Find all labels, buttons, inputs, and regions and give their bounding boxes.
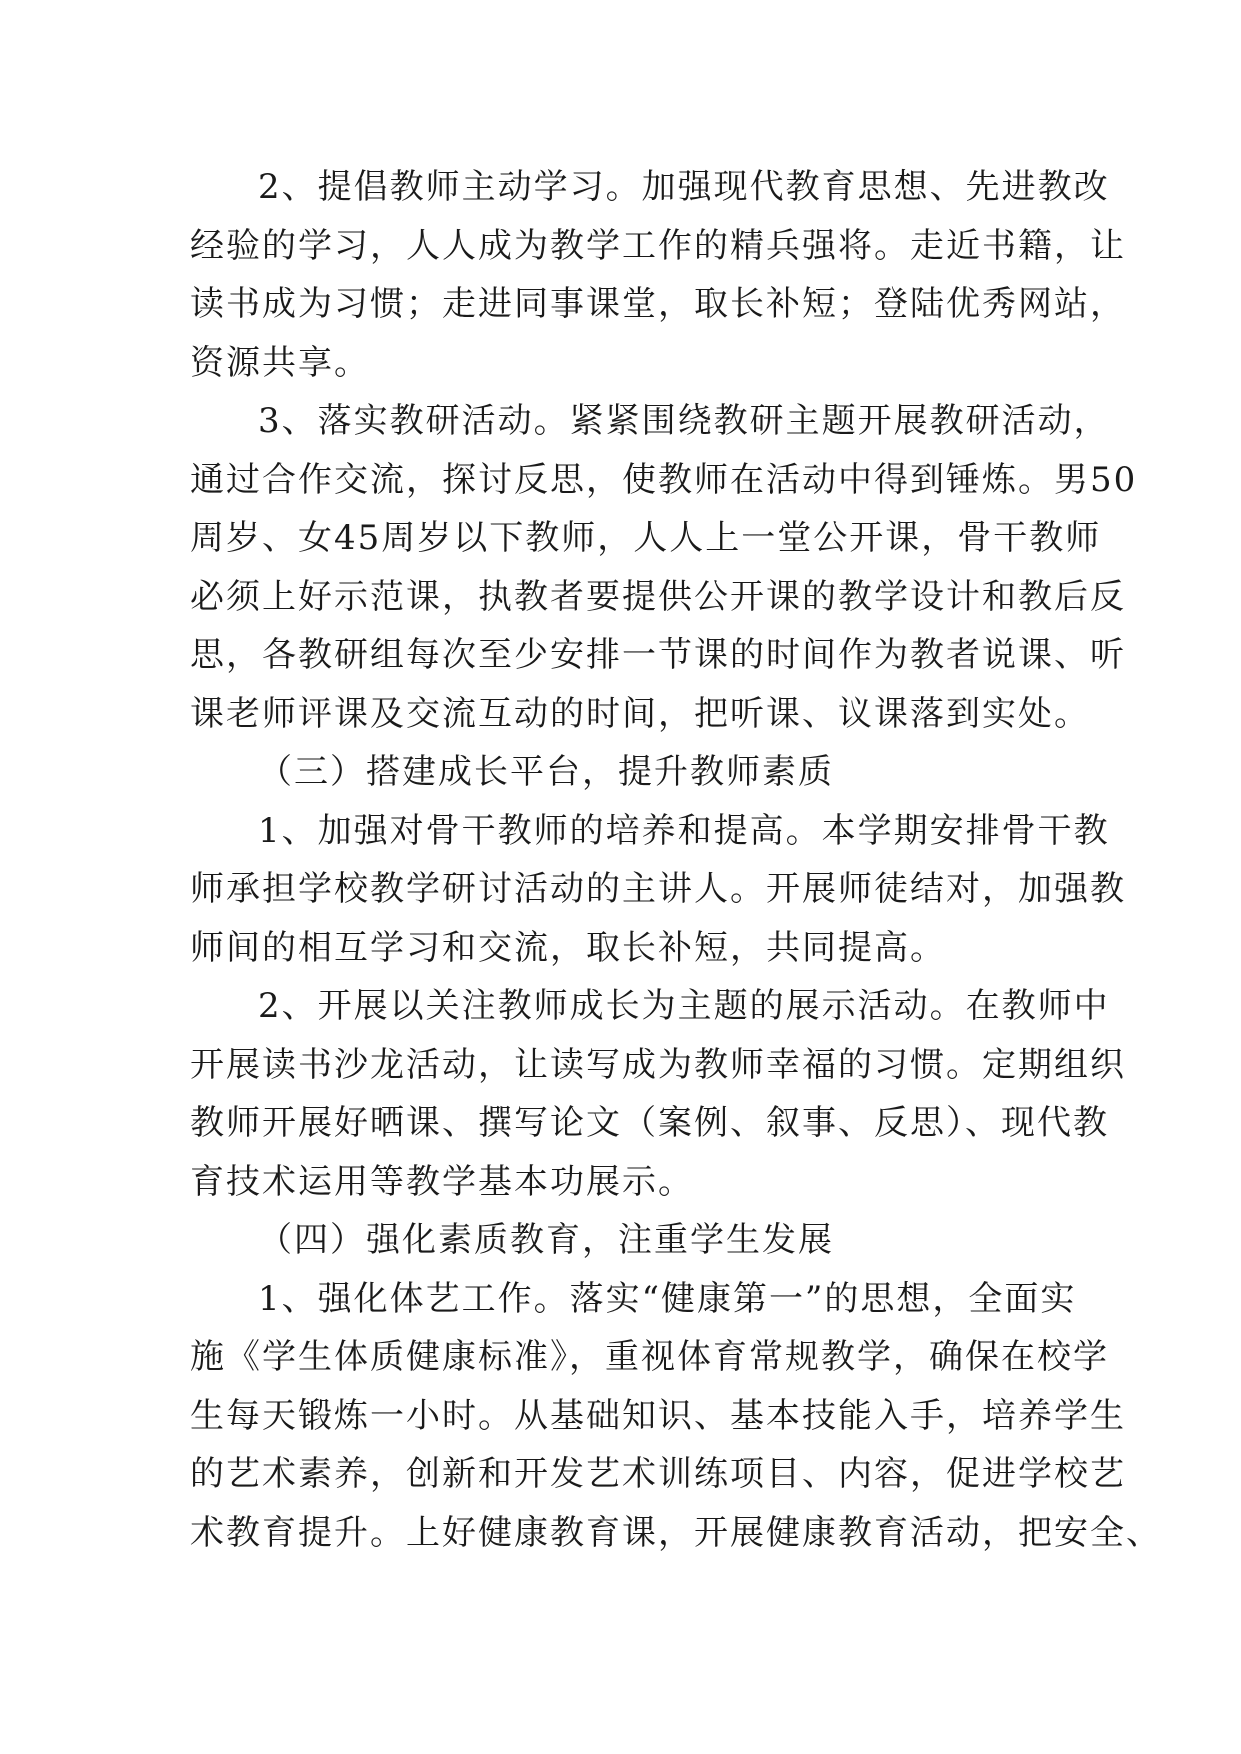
text-line: 周岁、女45周岁以下教师，人人上一堂公开课，骨干教师 (190, 518, 1102, 558)
text-line: 资源共享。 (190, 342, 370, 383)
text-line: 必须上好示范课，执教者要提供公开课的教学设计和教后反 (190, 576, 1126, 617)
text-line: 教师开展好晒课、撰写论文（案例、叙事、反思）、现代教 (190, 1103, 1109, 1143)
text-line: 术教育提升。上好健康教育课，开展健康教育活动，把安全、 (190, 1512, 1162, 1553)
text-line: 思，各教研组每次至少安排一节课的时间作为教者说课、听 (190, 635, 1126, 675)
section-heading: （四）强化素质教育，注重学生发展 (258, 1220, 834, 1260)
text-line: 1、加强对骨干教师的培养和提高。本学期安排骨干教 (258, 810, 1110, 851)
section-heading: （三）搭建成长平台，提升教师素质 (258, 752, 834, 792)
text-line: 2、提倡教师主动学习。加强现代教育思想、先进教改 (258, 167, 1110, 207)
text-line: 的艺术素养，创新和开发艺术训练项目、内容，促进学校艺 (190, 1454, 1126, 1494)
document-body (190, 158, 1162, 1562)
text-line: 师间的相互学习和交流，取长补短，共同提高。 (190, 927, 946, 968)
text-line: 开展读书沙龙活动，让读写成为教师幸福的习惯。定期组织 (190, 1044, 1126, 1085)
text-line: 读书成为习惯；走进同事课堂，取长补短；登陆优秀网站， (190, 284, 1126, 324)
text-line: 1、强化体艺工作。落实“健康第一”的思想，全面实 (258, 1278, 1077, 1319)
text-line: 课老师评课及交流互动的时间，把听课、议课落到实处。 (190, 693, 1090, 734)
text-line: 通过合作交流，探讨反思，使教师在活动中得到锤炼。男50 (190, 459, 1138, 500)
text-line: 施《学生体质健康标准》，重视体育常规教学，确保在校学 (190, 1337, 1109, 1377)
text-line: 3、落实教研活动。紧紧围绕教研主题开展教研活动， (258, 401, 1110, 441)
text-line: 育技术运用等教学基本功展示。 (190, 1161, 694, 1202)
text-line: 经验的学习，人人成为教学工作的精兵强将。走近书籍，让 (190, 225, 1126, 266)
text-line: 生每天锻炼一小时。从基础知识、基本技能入手，培养学生 (190, 1395, 1126, 1436)
text-line: 2、开展以关注教师成长为主题的展示活动。在教师中 (258, 986, 1110, 1026)
text-line: 师承担学校教学研讨活动的主讲人。开展师徒结对，加强教 (190, 869, 1126, 909)
